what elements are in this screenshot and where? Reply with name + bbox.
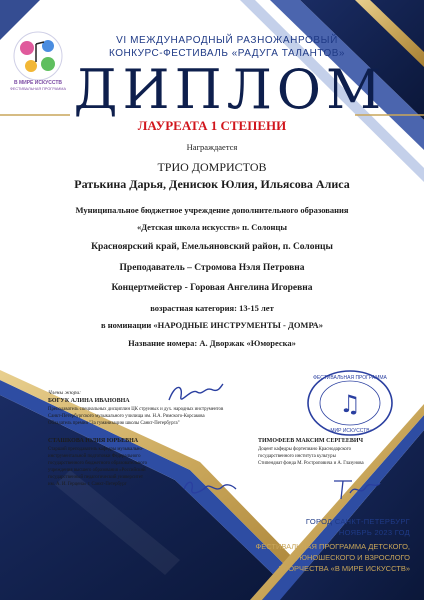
footer-city: ГОРОД САНКТ-ПЕТЕРБУРГ bbox=[305, 517, 410, 526]
jury-2-line-3: государственного бюджетного образовательного bbox=[48, 461, 148, 466]
footer-date: НОЯБРЬ 2023 ГОД bbox=[338, 528, 410, 537]
age-category: возрастная категория: 13-15 лет bbox=[150, 303, 274, 313]
jury-2-line-5: государственный педагогический университет bbox=[48, 475, 143, 480]
treble-clef-icon: ♫ bbox=[339, 390, 361, 418]
jury-1-line-1: Преподаватель специальных дисциплин ЦК струнных и дух. народных инструментов bbox=[48, 407, 224, 412]
teacher: Преподаватель – Стромова Нэля Петровна bbox=[119, 263, 305, 273]
jury-3-line-2: государственного института культуры bbox=[258, 454, 336, 459]
members-names: Ратькина Дарья, Денисюк Юлия, Ильясова Алиса bbox=[74, 177, 350, 191]
header-line-2: КОНКУРС-ФЕСТИВАЛЬ «РАДУГА ТАЛАНТОВ» bbox=[109, 48, 345, 59]
jury-heading: Члены жюри: bbox=[48, 390, 81, 396]
footer-program-1: ФЕСТИВАЛЬНАЯ ПРОГРАММА ДЕТСКОГО, bbox=[255, 542, 410, 551]
jury-2-line-2: инструментальной подготовки Федерального bbox=[48, 454, 141, 459]
festival-stamp bbox=[305, 368, 395, 438]
jury-2-line-1: Старший преподаватель кафедры музыкально- bbox=[48, 447, 144, 452]
logo-subtext: ФЕСТИВАЛЬНАЯ ПРОГРАММА bbox=[9, 87, 67, 91]
jury-1-name: БОГУК АЛИНА ИВАНОВНА bbox=[48, 398, 130, 404]
logo-text: В МИРЕ ИСКУССТВ bbox=[13, 80, 63, 86]
institution-line-2: «Детская школа искусств» п. Солонцы bbox=[136, 222, 287, 232]
ensemble-name: ТРИО ДОМРИСТОВ bbox=[157, 160, 267, 174]
header-line-1: VI МЕЖДУНАРОДНЫЙ РАЗНОЖАНРОВЫЙ bbox=[116, 35, 338, 46]
location: Красноярский край, Емельяновский район, п. Солонцы bbox=[91, 242, 333, 252]
nomination: в номинации «НАРОДНЫЕ ИНСТРУМЕНТЫ - ДОМРА» bbox=[101, 320, 323, 330]
jury-3-line-3: Стипендиат фонда М. Ростроповича и А. Глазунова bbox=[258, 461, 364, 466]
signature-3 bbox=[330, 475, 384, 503]
institution-line-1: Муниципальное бюджетное учреждение дополнительного образования bbox=[75, 205, 349, 215]
signature-2 bbox=[180, 475, 240, 501]
jury-2-line-6: им. А. И. Герцена» г. Санкт-Петербург bbox=[48, 482, 127, 487]
jury-2-line-4: учреждения высшего образования «Российский bbox=[48, 468, 146, 473]
footer-program-3: ТВОРЧЕСТВА «В МИРЕ ИСКУССТВ» bbox=[278, 564, 410, 573]
jury-1-line-3: Обладатель премии "За гуманизацию школы Санкт-Петербурга" bbox=[48, 421, 180, 426]
awarded-label: Награждается bbox=[186, 142, 238, 152]
stamp-inner-text: «МИР ИСКУССТВ» bbox=[327, 428, 373, 434]
stamp-outer-text: ФЕСТИВАЛЬНАЯ ПРОГРАММА bbox=[313, 375, 387, 381]
degree-label: ЛАУРЕАТА 1 СТЕПЕНИ bbox=[137, 118, 287, 133]
signature-1 bbox=[165, 380, 225, 408]
jury-1-line-2: Санкт-Петербургского музыкального училища им. Н.А. Римского-Корсакова bbox=[48, 414, 205, 419]
accompanist: Концертмейстер - Горовая Ангелина Игоревна bbox=[111, 283, 313, 293]
footer-program-2: ЮНОШЕСКОГО И ВЗРОСЛОГО bbox=[299, 553, 410, 562]
diploma-title: ДИПЛОМ bbox=[73, 58, 387, 121]
piece-title: Название номера: А. Дворжак «Юмореска» bbox=[128, 338, 296, 348]
jury-3-name: ТИМОФЕЕВ МАКСИМ СЕРГЕЕВИЧ bbox=[258, 438, 363, 444]
jury-3-line-1: Доцент кафедры фортепиано Краснодарского bbox=[258, 447, 352, 452]
jury-2-name: СТАШКОВА ЮЛИЯ ЮРЬЕВНА bbox=[48, 438, 139, 444]
